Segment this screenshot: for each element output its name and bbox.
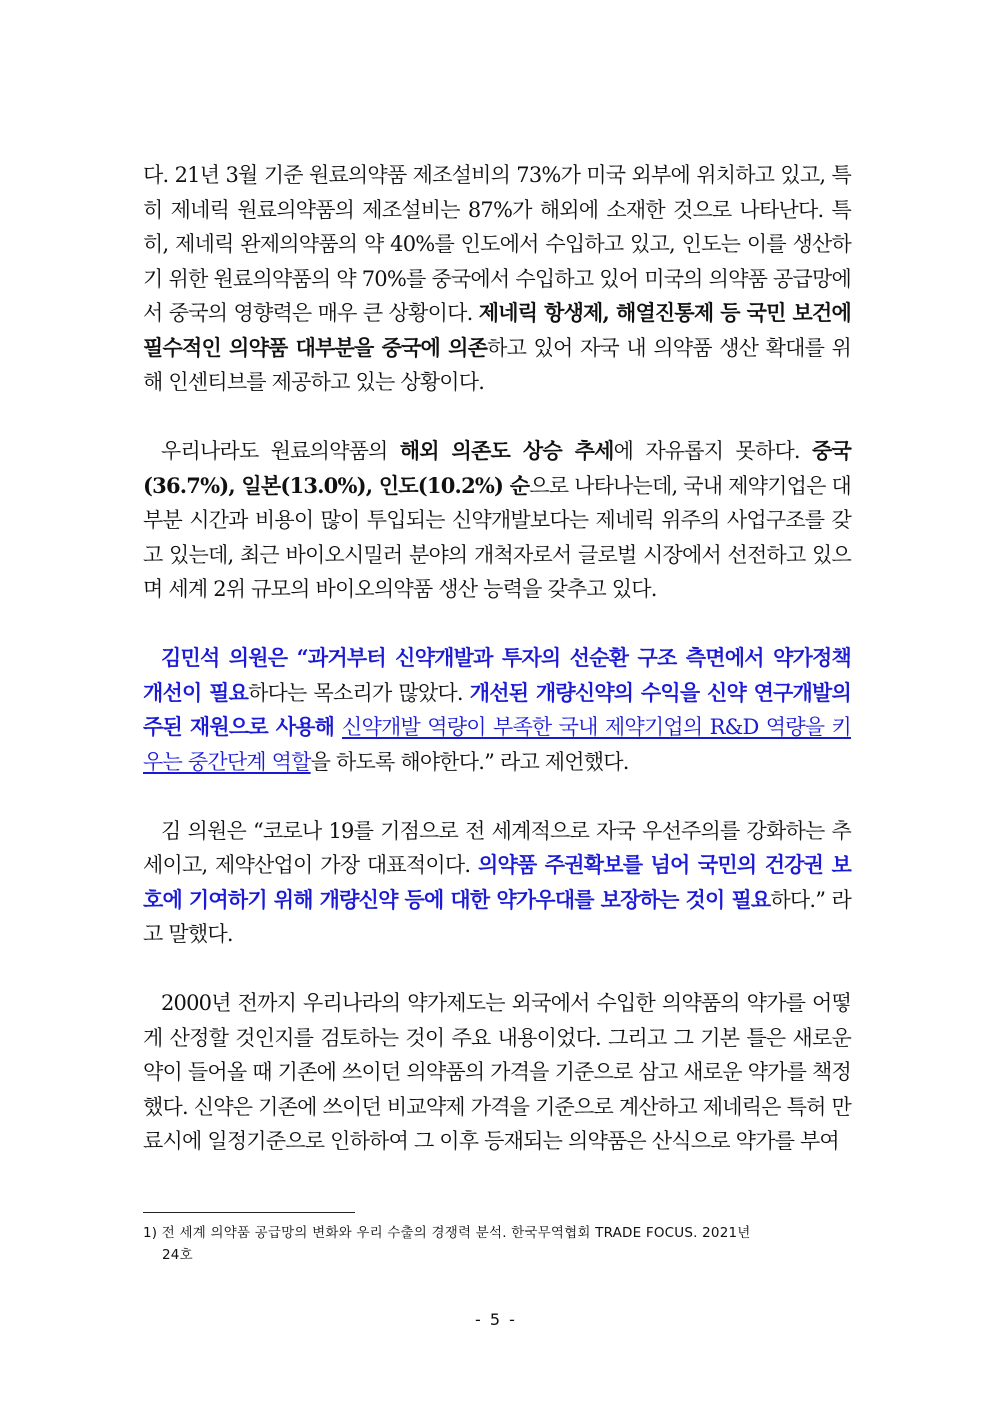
paragraph-kim-minseok-quote: 김민석 의원은 “과거부터 신약개발과 투자의 선순환 구조 측면에서 약가정책 개선이 필요하다는 목소리가 많았다. 개선된 개량신약의 수익을 신약 연구개발의 주된 재원으로 사용해 신약개발 역량이 부족한 국내 제약기업의 R&D 역량을 키우는 중간단계 역할을 하도록 해야한다.” 라고 제언했다. [143,645,851,774]
paragraph-korea-dependence: 우리나라도 원료의약품의 해외 의존도 상승 추세에 자유롭지 못하다. 중국(36.7%), 일본(13.0%), 인도(10.2%) 순으로 나타나는데, 국내 제약기업은 대부분 시간과 비용이 많이 투입되는 신약개발보다는 제네릭 위주의 사업구조를 갖고 있는데, 최근 바이오시밀러 분야의 개척자로서 글로벌 시장에서 선전하고 있으며 세계 2위 규모의 바이오의약품 생산 능력을 갖추고 있다. [143,438,851,601]
paragraph-us-supply-chain: 다. 21년 3월 기준 원료의약품 제조설비의 73%가 미국 외부에 위치하고 있고, 특히 제네릭 원료의약품의 제조설비는 87%가 해외에 소재한 것으로 나타난다. 특히, 제네릭 완제의약품의 약 40%를 인도에서 수입하고 있고, 인도는 이를 생산하기 위한 원료의약품의 약 70%를 중국에서 수입하고 있어 미국의 의약품 공급망에서 중국의 영향력은 매우 큰 상황이다. 제네릭 항생제, 해열진통제 등 국민 보건에 필수적인 의약품 대부분을 중국에 의존하고 있어 자국 내 의약품 생산 확대를 위해 인센티브를 제공하고 있는 상황이다. [143,163,851,394]
bold-dependence-trend: 해외 의존도 상승 추세 [399,438,614,463]
blue-quote-sovereignty: 의약품 주권확보를 넘어 국민의 건강권 보호에 기여하기 위해 개량신약 등에 대한 약가우대를 보장하는 것이 필요 [143,852,851,912]
paragraph-drug-pricing-history: 2000년 전까지 우리나라의 약가제도는 외국에서 수입한 의약품의 약가를 어떻게 산정할 것인지를 검토하는 것이 주요 내용이었다. 그리고 그 기본 틀은 새로운 약이 들어올 때 기존에 쓰이던 의약품의 가격을 기준으로 삼고 새로운 약가를 책정했다. 신약은 기존에 쓰이던 비교약제 가격을 기준으로 계산하고 제네릭은 특허 만료시에 일정기준으로 인하하여 그 이후 등재되는 의약품은 산식으로 약가를 부여 [143,991,851,1153]
bold-china-dependence: 제네릭 항생제, 해열진통제 등 국민 보건에 필수적인 의약품 대부분을 중국에 의존 [143,300,851,360]
blue-quote-policy: 김민석 의원은 “과거부터 신약개발과 투자의 선순환 구조 측면에서 약가정책 개선이 필요 [143,645,851,705]
paragraph-covid-quote: 김 의원은 “코로나 19를 기점으로 전 세계적으로 자국 우선주의를 강화하는 추세이고, 제약산업이 가장 대표적이다. 의약품 주권확보를 넘어 국민의 건강권 보호에 기여하기 위해 개량신약 등에 대한 약가우대를 보장하는 것이 필요하다.” 라고 말했다. [143,818,851,946]
bold-country-shares: 중국(36.7%), 일본(13.0%), 인도(10.2%) 순 [143,438,851,498]
blue-quote-funding: 개선된 개량신약의 수익을 신약 연구개발의 주된 재원으로 사용해 [143,679,851,739]
footnote [143,1222,851,1266]
document-body [143,158,851,1193]
footnote-line-2: 24호 [162,1247,193,1263]
underlined-rd-role: 신약개발 역량이 부족한 국내 제약기업의 R&D 역량을 키우는 중간단계 역할 [143,715,851,774]
footnote-line-1: 1) 전 세계 의약품 공급망의 변화와 우리 수출의 경쟁력 분석. 한국무역협회 TRADE FOCUS. 2021년 [143,1225,751,1241]
footnote-divider [143,1212,355,1213]
page-number: - 5 - [475,1310,517,1329]
